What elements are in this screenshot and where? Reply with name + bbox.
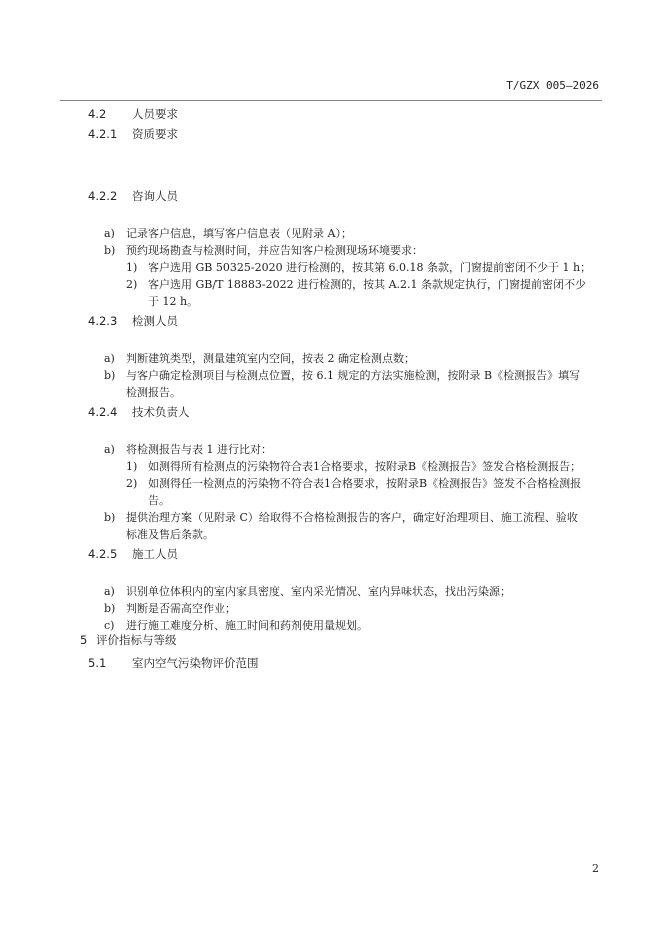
section-number: 4.2.4 — [88, 405, 118, 419]
list-item-text: 客户选用 GB/T 18883-2022 进行检测的，按其 A.2.1 条款规定执行，门窗提前密闭不少 — [148, 278, 587, 291]
section-number: 4.2.2 — [88, 189, 118, 203]
list-item — [126, 458, 581, 475]
list-marker: 1) — [126, 460, 138, 473]
section-heading — [88, 404, 190, 421]
section-title: 检测人员 — [132, 314, 178, 328]
list-marker: b) — [104, 369, 116, 382]
list-marker: a) — [104, 227, 115, 240]
section-number: 4.2.1 — [88, 127, 118, 141]
section-number: 4.2.5 — [88, 547, 118, 561]
section-heading — [88, 655, 259, 672]
section-number: 4.2.3 — [88, 314, 118, 328]
list-item-text: 客户选用 GB 50325-2020 进行检测的，按其第 6.0.18 条款，门窗提前密闭不少于 1 h； — [148, 261, 592, 274]
section-title: 技术负责人 — [132, 405, 190, 419]
list-item — [126, 475, 581, 492]
section-number: 4.2 — [88, 107, 107, 121]
list-item-text: 识别单位体积内的室内家具密度、室内采光情况、室内异味状态，找出污染源； — [126, 585, 511, 598]
list-marker: 1) — [126, 261, 138, 274]
section-title: 资质要求 — [132, 127, 178, 141]
list-item-text: 记录客户信息，填写客户信息表（见附录 A）； — [126, 227, 352, 240]
list-item-text: 提供治理方案（见附录 C）给取得不合格检测报告的客户，确定好治理项目、施工流程、验收 — [126, 511, 578, 524]
section-heading — [88, 313, 178, 330]
list-marker: a) — [104, 443, 115, 456]
list-marker: 2) — [126, 278, 138, 291]
list-item-continuation: 检测报告。 — [126, 386, 181, 399]
list-marker: c) — [104, 619, 115, 632]
section-heading — [88, 188, 178, 205]
list-marker: 2) — [126, 477, 138, 490]
list-item — [104, 367, 580, 384]
header-rule — [60, 100, 602, 101]
section-heading — [88, 126, 178, 143]
list-item — [104, 600, 236, 617]
section-title: 评价指标与等级 — [96, 633, 177, 647]
list-item — [104, 225, 352, 242]
list-item-text: 进行施工难度分析、施工时间和药剂使用量规划。 — [126, 619, 368, 632]
list-item-text: 如测得任一检测点的污染物不符合表1合格要求，按附录B《检测报告》签发不合格检测报 — [148, 477, 582, 490]
section-heading — [88, 546, 178, 563]
list-marker: a) — [104, 585, 115, 598]
list-item-continuation: 于 12 h。 — [148, 295, 199, 308]
list-item-text: 如测得所有检测点的污染物符合表1合格要求，按附录B《检测报告》签发合格检测报告； — [148, 460, 582, 473]
list-item-continuation: 标准及售后条款。 — [126, 528, 214, 541]
list-item — [126, 276, 586, 293]
section-heading — [88, 106, 178, 123]
page-number: 2 — [592, 862, 599, 875]
list-item-continuation: 告。 — [148, 494, 170, 507]
list-marker: a) — [104, 352, 115, 365]
list-item — [104, 441, 272, 458]
document-code: T/GZX 005—2026 — [506, 79, 599, 92]
section-number: 5 — [80, 633, 88, 647]
list-item-text: 与客户确定检测项目与检测点位置，按 6.1 规定的方法实施检测，按附录 B《检测报告》填写 — [126, 369, 581, 382]
section-title: 咨询人员 — [132, 189, 178, 203]
list-item-text: 判断是否需高空作业； — [126, 602, 236, 615]
list-item — [104, 509, 578, 526]
section-title: 人员要求 — [132, 107, 178, 121]
list-marker: b) — [104, 602, 116, 615]
section-title: 室内空气污染物评价范围 — [132, 656, 259, 670]
list-item-text: 将检测报告与表 1 进行比对： — [126, 443, 272, 456]
list-item — [126, 259, 591, 276]
list-marker: b) — [104, 244, 116, 257]
section-heading — [80, 632, 177, 649]
list-item-text: 预约现场勘查与检测时间，并应告知客户检测现场环境要求： — [126, 244, 423, 257]
list-item — [104, 242, 423, 259]
section-number: 5.1 — [88, 656, 107, 670]
list-item — [104, 583, 511, 600]
list-marker: b) — [104, 511, 116, 524]
section-title: 施工人员 — [132, 547, 178, 561]
list-item-text: 判断建筑类型，测量建筑室内空间，按表 2 确定检测点数； — [126, 352, 415, 365]
list-item — [104, 350, 415, 367]
